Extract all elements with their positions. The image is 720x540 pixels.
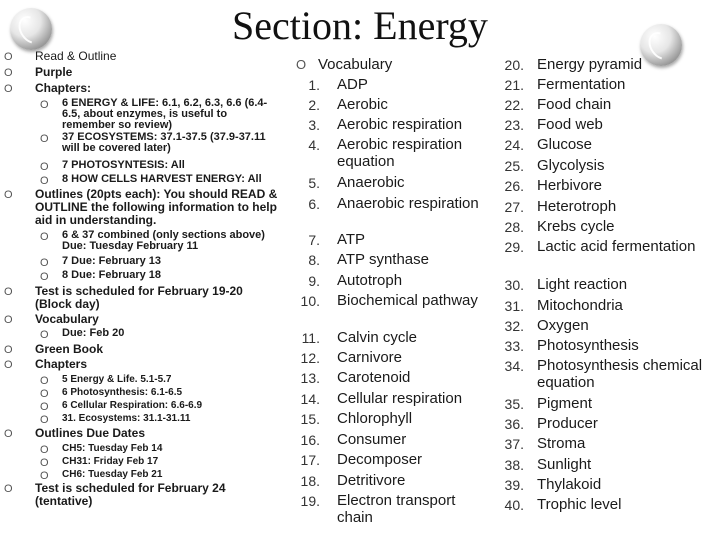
bullet-icon: O bbox=[40, 329, 49, 341]
vocab-term: ATP synthase bbox=[337, 251, 429, 268]
outline-item: CH31: Friday Feb 17 bbox=[62, 456, 159, 467]
vocab-term: Glycolysis bbox=[537, 157, 605, 174]
vocab-number: 11. bbox=[301, 330, 320, 346]
bullet-icon: O bbox=[40, 470, 49, 482]
vocab-term: Energy pyramid bbox=[537, 56, 643, 73]
vocab-term: Trophic level bbox=[537, 496, 622, 513]
vocab-number: 2. bbox=[308, 97, 320, 113]
vocab-number: 35. bbox=[504, 396, 524, 412]
vocab-term: Food web bbox=[537, 116, 603, 133]
outline-item: Purple bbox=[35, 65, 73, 79]
vocab-number: 16. bbox=[300, 432, 320, 448]
vocab-term: Sunlight bbox=[537, 456, 592, 473]
vocab-number: 5. bbox=[308, 175, 320, 191]
bullet-icon: O bbox=[4, 286, 13, 298]
outline-item: Outlines Due Dates bbox=[35, 426, 146, 440]
vocab-number: 21. bbox=[504, 77, 524, 93]
corner-orb-left bbox=[10, 8, 52, 50]
vocab-term: Food chain bbox=[537, 96, 612, 113]
bullet-icon: O bbox=[4, 189, 13, 201]
vocab-term: Photosynthesis bbox=[537, 337, 639, 354]
bullet-icon: O bbox=[40, 175, 49, 187]
bullet-icon: O bbox=[4, 83, 13, 95]
vocab-term: Mitochondria bbox=[537, 297, 623, 314]
bullet-icon: O bbox=[4, 51, 13, 63]
vocab-term: Anaerobic bbox=[337, 174, 405, 191]
vocab-number: 12. bbox=[300, 350, 320, 366]
vocab-number: 32. bbox=[504, 318, 524, 334]
vocab-term: Krebs cycle bbox=[537, 218, 615, 235]
vocab-heading: Vocabulary bbox=[318, 56, 393, 73]
page-title: Section: Energy bbox=[232, 3, 488, 48]
outline-item: CH5: Tuesday Feb 14 bbox=[62, 443, 163, 454]
outline-item: Chapters: bbox=[35, 81, 92, 95]
vocab-number: 25. bbox=[504, 158, 524, 174]
vocab-term: Photosynthesis chemical equation bbox=[537, 357, 703, 391]
vocab-term: Heterotroph bbox=[537, 198, 617, 215]
outline-item: Test is scheduled for February 19-20 (Block day) bbox=[35, 284, 243, 311]
vocab-number: 38. bbox=[504, 457, 524, 473]
bullet-icon: O bbox=[4, 344, 13, 356]
vocab-term: Aerobic bbox=[337, 96, 388, 113]
outline-item: 6 Cellular Respiration: 6.6-6.9 bbox=[62, 400, 203, 411]
vocab-term: Glucose bbox=[537, 136, 593, 153]
outline-item: 7 PHOTOSYNTESIS: All bbox=[62, 159, 185, 171]
vocab-number: 1. bbox=[308, 77, 320, 93]
vocab-number: 6. bbox=[308, 196, 320, 212]
outline-item: 5 Energy & Life. 5.1-5.7 bbox=[62, 374, 172, 385]
vocab-term: Lactic acid fermentation bbox=[537, 238, 696, 255]
vocab-number: 40. bbox=[504, 497, 524, 513]
vocab-number: 19. bbox=[300, 493, 320, 509]
vocab-number: 7. bbox=[308, 232, 320, 248]
vocab-number: 22. bbox=[504, 97, 524, 113]
vocab-term: Calvin cycle bbox=[337, 329, 418, 346]
bullet-icon: O bbox=[40, 133, 49, 145]
vocab-number: 14. bbox=[300, 391, 320, 407]
vocab-term: Chlorophyll bbox=[337, 410, 413, 427]
vocab-number: 18. bbox=[300, 473, 320, 489]
bullet-icon: O bbox=[40, 99, 49, 111]
vocab-number: 30. bbox=[504, 277, 524, 293]
bullet-icon: O bbox=[40, 257, 49, 269]
vocab-term: Electron transport chain bbox=[337, 492, 456, 526]
vocab-term: Fermentation bbox=[537, 76, 626, 93]
bullet-icon: O bbox=[40, 444, 49, 456]
vocab-number: 37. bbox=[504, 436, 524, 452]
vocab-number: 3. bbox=[308, 117, 320, 133]
vocab-term: Decomposer bbox=[337, 451, 423, 468]
vocab-number: 4. bbox=[308, 137, 320, 153]
vocab-number: 20. bbox=[504, 57, 524, 73]
vocab-number: 26. bbox=[504, 178, 524, 194]
vocab-heading-bullet: O bbox=[296, 57, 307, 72]
vocab-number: 31. bbox=[504, 298, 524, 314]
vocab-number: 23. bbox=[504, 117, 524, 133]
bullet-icon: O bbox=[40, 414, 49, 426]
vocab-term: Aerobic respiration equation bbox=[337, 136, 463, 170]
vocab-term: Biochemical pathway bbox=[337, 292, 478, 309]
bullet-icon: O bbox=[4, 67, 13, 79]
bullet-icon: O bbox=[40, 457, 49, 469]
vocab-number: 34. bbox=[504, 358, 524, 374]
vocab-term: Light reaction bbox=[537, 276, 628, 293]
vocab-number: 33. bbox=[504, 338, 524, 354]
bullet-icon: O bbox=[4, 359, 13, 371]
vocab-term: Aerobic respiration bbox=[337, 116, 463, 133]
vocab-term: ATP bbox=[337, 231, 366, 248]
outline-item: CH6: Tuesday Feb 21 bbox=[62, 469, 163, 480]
vocab-number: 28. bbox=[504, 219, 524, 235]
outline-item: Vocabulary bbox=[35, 312, 99, 326]
outline-item: Green Book bbox=[35, 342, 104, 356]
outline-item: Read & Outline bbox=[35, 49, 117, 63]
vocab-number: 15. bbox=[300, 411, 320, 427]
outline-item: Outlines (20pts each): You should READ & OUTLINE the following information to help aid in understanding. bbox=[35, 187, 278, 227]
vocab-term: Carnivore bbox=[337, 349, 403, 366]
vocab-number: 29. bbox=[504, 239, 524, 255]
bullet-icon: O bbox=[4, 428, 13, 440]
vocab-number: 39. bbox=[504, 477, 524, 493]
outline-item: Due: Feb 20 bbox=[62, 327, 125, 339]
vocab-term: Oxygen bbox=[537, 317, 589, 334]
vocab-term: Carotenoid bbox=[337, 369, 411, 386]
vocab-term: Stroma bbox=[537, 435, 586, 452]
vocab-number: 9. bbox=[308, 273, 320, 289]
bullet-icon: O bbox=[40, 401, 49, 413]
bullet-icon: O bbox=[40, 161, 49, 173]
bullet-icon: O bbox=[40, 231, 49, 243]
outline-item: 37 ECOSYSTEMS: 37.1-37.5 (37.9-37.11 will be covered later) bbox=[62, 131, 266, 154]
outline-item: Test is scheduled for February 24 (tentative) bbox=[35, 481, 226, 508]
bullet-icon: O bbox=[40, 375, 49, 387]
outline-item: 8 Due: February 18 bbox=[62, 269, 162, 281]
vocab-term: Autotroph bbox=[337, 272, 403, 289]
vocab-term: Producer bbox=[537, 415, 598, 432]
vocab-number: 17. bbox=[300, 452, 320, 468]
outline-item: 6 & 37 combined (only sections above) Due: Tuesday February 11 bbox=[62, 229, 265, 252]
vocab-number: 36. bbox=[504, 416, 524, 432]
outline-item: 7 Due: February 13 bbox=[62, 255, 162, 267]
outline-item: Chapters bbox=[35, 357, 88, 371]
outline-item: 31. Ecosystems: 31.1-31.11 bbox=[62, 413, 191, 424]
vocab-term: Anaerobic respiration bbox=[337, 195, 479, 212]
bullet-icon: O bbox=[40, 388, 49, 400]
vocab-term: Herbivore bbox=[537, 177, 603, 194]
vocab-number: 24. bbox=[504, 137, 524, 153]
vocab-number: 27. bbox=[504, 199, 524, 215]
vocab-term: Cellular respiration bbox=[337, 390, 463, 407]
outline-item: 6 Photosynthesis: 6.1-6.5 bbox=[62, 387, 183, 398]
vocab-term: ADP bbox=[337, 76, 368, 93]
outline-item: 6 ENERGY & LIFE: 6.1, 6.2, 6.3, 6.6 (6.4-6.5, about enzymes, is useful to remember so review) bbox=[62, 97, 268, 131]
bullet-icon: O bbox=[4, 483, 13, 495]
outline-item: 8 HOW CELLS HARVEST ENERGY: All bbox=[62, 173, 262, 185]
bullet-icon: O bbox=[40, 271, 49, 283]
bullet-icon: O bbox=[4, 314, 13, 326]
vocab-term: Detritivore bbox=[337, 472, 406, 489]
vocab-term: Consumer bbox=[337, 431, 407, 448]
vocab-term: Pigment bbox=[537, 395, 593, 412]
vocab-term: Thylakoid bbox=[537, 476, 602, 493]
vocab-number: 8. bbox=[308, 252, 320, 268]
vocab-number: 10. bbox=[300, 293, 320, 309]
vocab-number: 13. bbox=[300, 370, 320, 386]
